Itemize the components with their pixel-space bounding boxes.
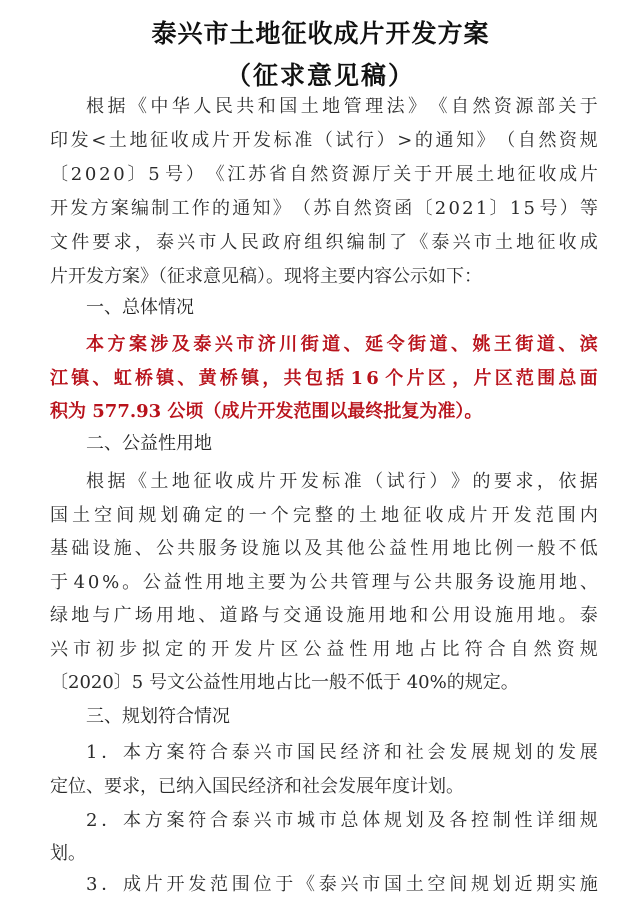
document-title: 泰兴市土地征收成片开发方案 [151, 19, 490, 48]
section-1-line-2: 江 镇 、 虹 桥 镇 、 黄 桥 镇 ， 共 包 括 1 6 个 片 区 ， 片 区 范 围 总 面 [50, 368, 598, 389]
section-2-line-1: 根 据 《 土 地 征 收 成 片 开 发 标 准 （ 试 行 ） 》 的 要 求 ， 依 据 [86, 471, 598, 492]
document-subtitle: （征求意见稿） [225, 61, 415, 90]
section-1-line-3: 积为 577.93 公顷（成片开发范围以最终批复为准）。 [50, 401, 483, 422]
section-3-heading: 三、规划符合情况 [86, 706, 230, 727]
intro-line-6: 片开发方案》（征求意见稿）。现将主要内容公示如下： [50, 266, 482, 287]
section-3-line-3: 2 ． 本 方 案 符 合 泰 兴 市 城 市 总 体 规 划 及 各 控 制 性 详 细 规 [86, 810, 598, 831]
intro-line-1: 根 据 《 中 华 人 民 共 和 国 土 地 管 理 法 》 《 自 然 资 源 部 关 于 [86, 96, 598, 117]
section-2-line-4: 于 4 0 % 。 公 益 性 用 地 主 要 为 公 共 管 理 与 公 共 服 务 设 施 用 地 、 [50, 572, 598, 593]
intro-line-4: 开 发 方 案 编 制 工 作 的 通 知 》 （ 苏 自 然 资 函 〔 2 0 2 1 〕 1 5 号 ） 等 [50, 198, 598, 219]
section-3-line-1: 1 ． 本 方 案 符 合 泰 兴 市 国 民 经 济 和 社 会 发 展 规 划 的 发 展 [86, 742, 598, 763]
section-1-heading: 一、总体情况 [86, 297, 194, 318]
intro-line-5: 文 件 要 求 ， 泰 兴 市 人 民 政 府 组 织 编 制 了 《 泰 兴 市 土 地 征 收 成 [50, 232, 598, 253]
section-3-line-2: 定位、要求，已纳入国民经济和社会发展年度计划。 [50, 776, 464, 797]
intro-line-2: 印 发 < 土 地 征 收 成 片 开 发 标 准 （ 试 行 ） > 的 通 知 》 （ 自 然 资 规 [50, 130, 598, 151]
section-3-line-4: 划。 [50, 843, 86, 864]
intro-line-3: 〔 2 0 2 0 〕 5 号 ） 《 江 苏 省 自 然 资 源 厅 关 于 开 展 土 地 征 收 成 片 [50, 164, 598, 185]
section-1-line-1: 本 方 案 涉 及 泰 兴 市 济 川 街 道 、 延 令 街 道 、 姚 王 街 道 、 滨 [86, 334, 598, 355]
section-2-line-7: 〔2020〕5 号文公益性用地占比一般不低于 40%的规定。 [50, 672, 519, 693]
section-2-heading: 二、公益性用地 [86, 433, 212, 454]
section-2-line-5: 绿 地 与 广 场 用 地 、 道 路 与 交 通 设 施 用 地 和 公 用 设 施 用 地 。 泰 [50, 605, 598, 626]
section-3-line-5: 3 ． 成 片 开 发 范 围 位 于 《 泰 兴 市 国 土 空 间 规 划 近 期 实 施 [86, 874, 598, 895]
section-2-line-3: 基 础 设 施 、 公 共 服 务 设 施 以 及 其 他 公 益 性 用 地 比 例 一 般 不 低 [50, 538, 598, 559]
section-2-line-6: 兴 市 初 步 拟 定 的 开 发 片 区 公 益 性 用 地 占 比 符 合 自 然 资 规 [50, 639, 598, 660]
section-2-line-2: 国 土 空 间 规 划 确 定 的 一 个 完 整 的 土 地 征 收 成 片 开 发 范 围 内 [50, 505, 598, 526]
